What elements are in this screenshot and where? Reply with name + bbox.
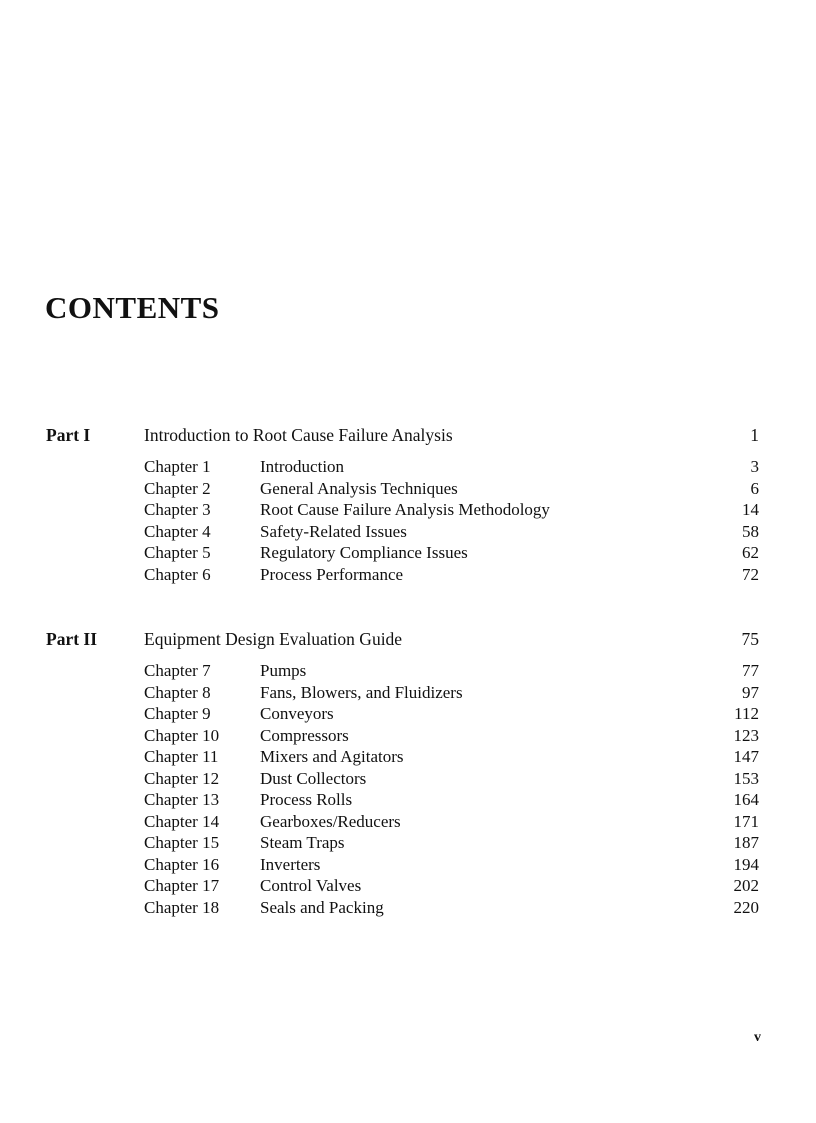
chapter-title: Fans, Blowers, and Fluidizers: [260, 682, 463, 702]
toc-entry-chapter-12[interactable]: [0, 769, 816, 791]
chapter-page-number: 202: [733, 876, 759, 895]
chapter-title: Introduction: [260, 457, 345, 476]
toc-entry-chapter-8[interactable]: [0, 683, 816, 705]
toc-entry-chapter-14[interactable]: [0, 812, 816, 834]
chapter-page-number: 6: [750, 478, 759, 498]
chapter-title: Steam Traps: [260, 833, 345, 852]
chapter-label: Chapter 5: [144, 543, 211, 562]
chapter-title: Seals and Packing: [260, 897, 384, 917]
chapter-label: Chapter 1: [144, 457, 211, 476]
chapter-page-number: 153: [733, 768, 759, 788]
chapter-title: Dust Collectors: [260, 768, 367, 788]
chapter-page-number: 171: [733, 811, 759, 831]
chapter-label: Chapter 2: [144, 478, 211, 498]
chapter-title: Process Performance: [260, 564, 404, 584]
part-1-title: Introduction to Root Cause Failure Analysis: [144, 425, 453, 445]
part-2-chapter-list: [0, 661, 816, 919]
chapter-label: Chapter 8: [144, 682, 211, 702]
chapter-label: Chapter 15: [144, 833, 220, 852]
page-title: CONTENTS: [45, 290, 220, 325]
chapter-label: Chapter 12: [144, 768, 220, 788]
toc-entry-chapter-10[interactable]: [0, 726, 816, 748]
toc-entry-chapter-5[interactable]: [0, 543, 816, 565]
chapter-page-number: 3: [750, 457, 759, 476]
toc-entry-chapter-6[interactable]: [0, 565, 816, 587]
chapter-title: Process Rolls: [260, 790, 353, 809]
part-2-title: Equipment Design Evaluation Guide: [144, 629, 403, 649]
chapter-page-number: 14: [742, 500, 759, 519]
chapter-page-number: 123: [733, 725, 759, 745]
toc-entry-chapter-15[interactable]: [0, 833, 816, 855]
chapter-label: Chapter 4: [144, 521, 211, 541]
toc-entry-chapter-11[interactable]: [0, 747, 816, 769]
chapter-title: Conveyors: [260, 704, 334, 723]
chapter-label: Chapter 13: [144, 790, 220, 809]
chapter-label: Chapter 3: [144, 500, 211, 519]
toc-entry-chapter-17[interactable]: [0, 876, 816, 898]
chapter-label: Chapter 11: [144, 747, 219, 766]
chapter-page-number: 72: [742, 564, 759, 584]
part-1-page-number: 1: [750, 425, 759, 445]
chapter-page-number: 164: [733, 790, 759, 809]
chapter-label: Chapter 16: [144, 854, 220, 874]
chapter-title: Control Valves: [260, 876, 362, 895]
chapter-label: Chapter 6: [144, 564, 211, 584]
chapter-title: Gearboxes/Reducers: [260, 811, 401, 831]
chapter-page-number: 194: [733, 854, 759, 874]
part-1-label: Part I: [46, 425, 91, 445]
toc-entry-chapter-18[interactable]: [0, 898, 816, 920]
folio-page-number: v: [754, 1030, 761, 1045]
chapter-title: Safety-Related Issues: [260, 521, 407, 541]
part-1-header[interactable]: [0, 425, 816, 447]
chapter-title: Compressors: [260, 725, 349, 745]
chapter-page-number: 97: [742, 682, 759, 702]
chapter-label: Chapter 14: [144, 811, 220, 831]
chapter-label: Chapter 7: [144, 661, 211, 680]
part-2-page-number: 75: [741, 629, 759, 649]
chapter-page-number: 147: [733, 747, 759, 766]
toc-entry-chapter-7[interactable]: [0, 661, 816, 683]
chapter-label: Chapter 10: [144, 725, 220, 745]
toc-part-2: [0, 629, 816, 919]
chapter-title: Pumps: [260, 661, 307, 680]
toc-part-1: [0, 425, 816, 586]
chapter-label: Chapter 17: [144, 876, 220, 895]
chapter-page-number: 77: [742, 661, 759, 680]
part-2-header[interactable]: [0, 629, 816, 651]
part-2-label: Part II: [46, 629, 98, 649]
toc-entry-chapter-1[interactable]: [0, 457, 816, 479]
toc-entry-chapter-4[interactable]: [0, 522, 816, 544]
toc-entry-chapter-16[interactable]: [0, 855, 816, 877]
toc-entry-chapter-9[interactable]: [0, 704, 816, 726]
chapter-label: Chapter 18: [144, 897, 220, 917]
chapter-title: Inverters: [260, 854, 321, 874]
chapter-title: Root Cause Failure Analysis Methodology: [260, 500, 550, 519]
chapter-title: Mixers and Agitators: [260, 747, 404, 766]
toc-entry-chapter-3[interactable]: [0, 500, 816, 522]
chapter-title: General Analysis Techniques: [260, 478, 458, 498]
chapter-page-number: 62: [742, 543, 759, 562]
chapter-label: Chapter 9: [144, 704, 211, 723]
chapter-page-number: 187: [733, 833, 759, 852]
chapter-page-number: 58: [742, 521, 759, 541]
chapter-title: Regulatory Compliance Issues: [260, 543, 468, 562]
part-1-chapter-list: [0, 457, 816, 586]
toc-entry-chapter-2[interactable]: [0, 479, 816, 501]
toc-entry-chapter-13[interactable]: [0, 790, 816, 812]
chapter-page-number: 220: [733, 897, 759, 917]
chapter-page-number: 112: [734, 704, 759, 723]
